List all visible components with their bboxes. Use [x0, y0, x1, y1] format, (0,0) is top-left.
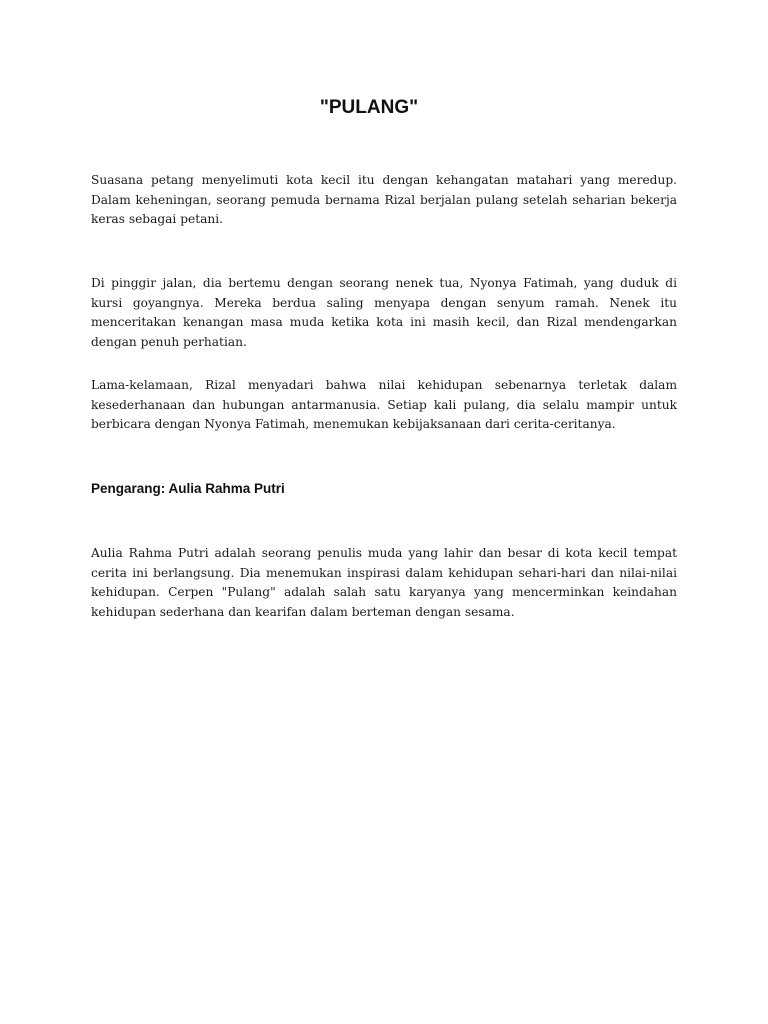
- story-paragraph-1: Suasana petang menyelimuti kota kecil itu dengan kehangatan matahari yang meredup. Dalam keheningan, seorang pemuda bernama Rizal berjalan pulang setelah seharian bekerja keras sebagai petani.: [91, 173, 677, 226]
- author-heading: Pengarang: Aulia Rahma Putri: [91, 481, 285, 496]
- author-bio: Aulia Rahma Putri adalah seorang penulis muda yang lahir dan besar di kota kecil tempat cerita ini berlangsung. Dia menemukan inspirasi dalam kehidupan sehari-hari dan nilai-nilai kehidupan. Cerpen "Pulang" adalah salah satu karyanya yang mencerminkan keindahan kehidupan sederhana dan kearifan dalam berteman dengan sesama.: [91, 546, 677, 619]
- story-title: "PULANG": [319, 97, 419, 118]
- story-paragraph-2: Di pinggir jalan, dia bertemu dengan seorang nenek tua, Nyonya Fatimah, yang duduk di kursi goyangnya. Mereka berdua saling menyapa dengan senyum ramah. Nenek itu menceritakan kenangan masa muda ketika kota ini masih kecil, dan Rizal mendengarkan dengan penuh perhatian.: [91, 276, 677, 349]
- story-paragraph-3: Lama-kelamaan, Rizal menyadari bahwa nilai kehidupan sebenarnya terletak dalam kesederhanaan dan hubungan antarmanusia. Setiap kali pulang, dia selalu mampir untuk berbicara dengan Nyonya Fatimah, menemukan kebijaksanaan dari cerita-ceritanya.: [91, 378, 677, 431]
